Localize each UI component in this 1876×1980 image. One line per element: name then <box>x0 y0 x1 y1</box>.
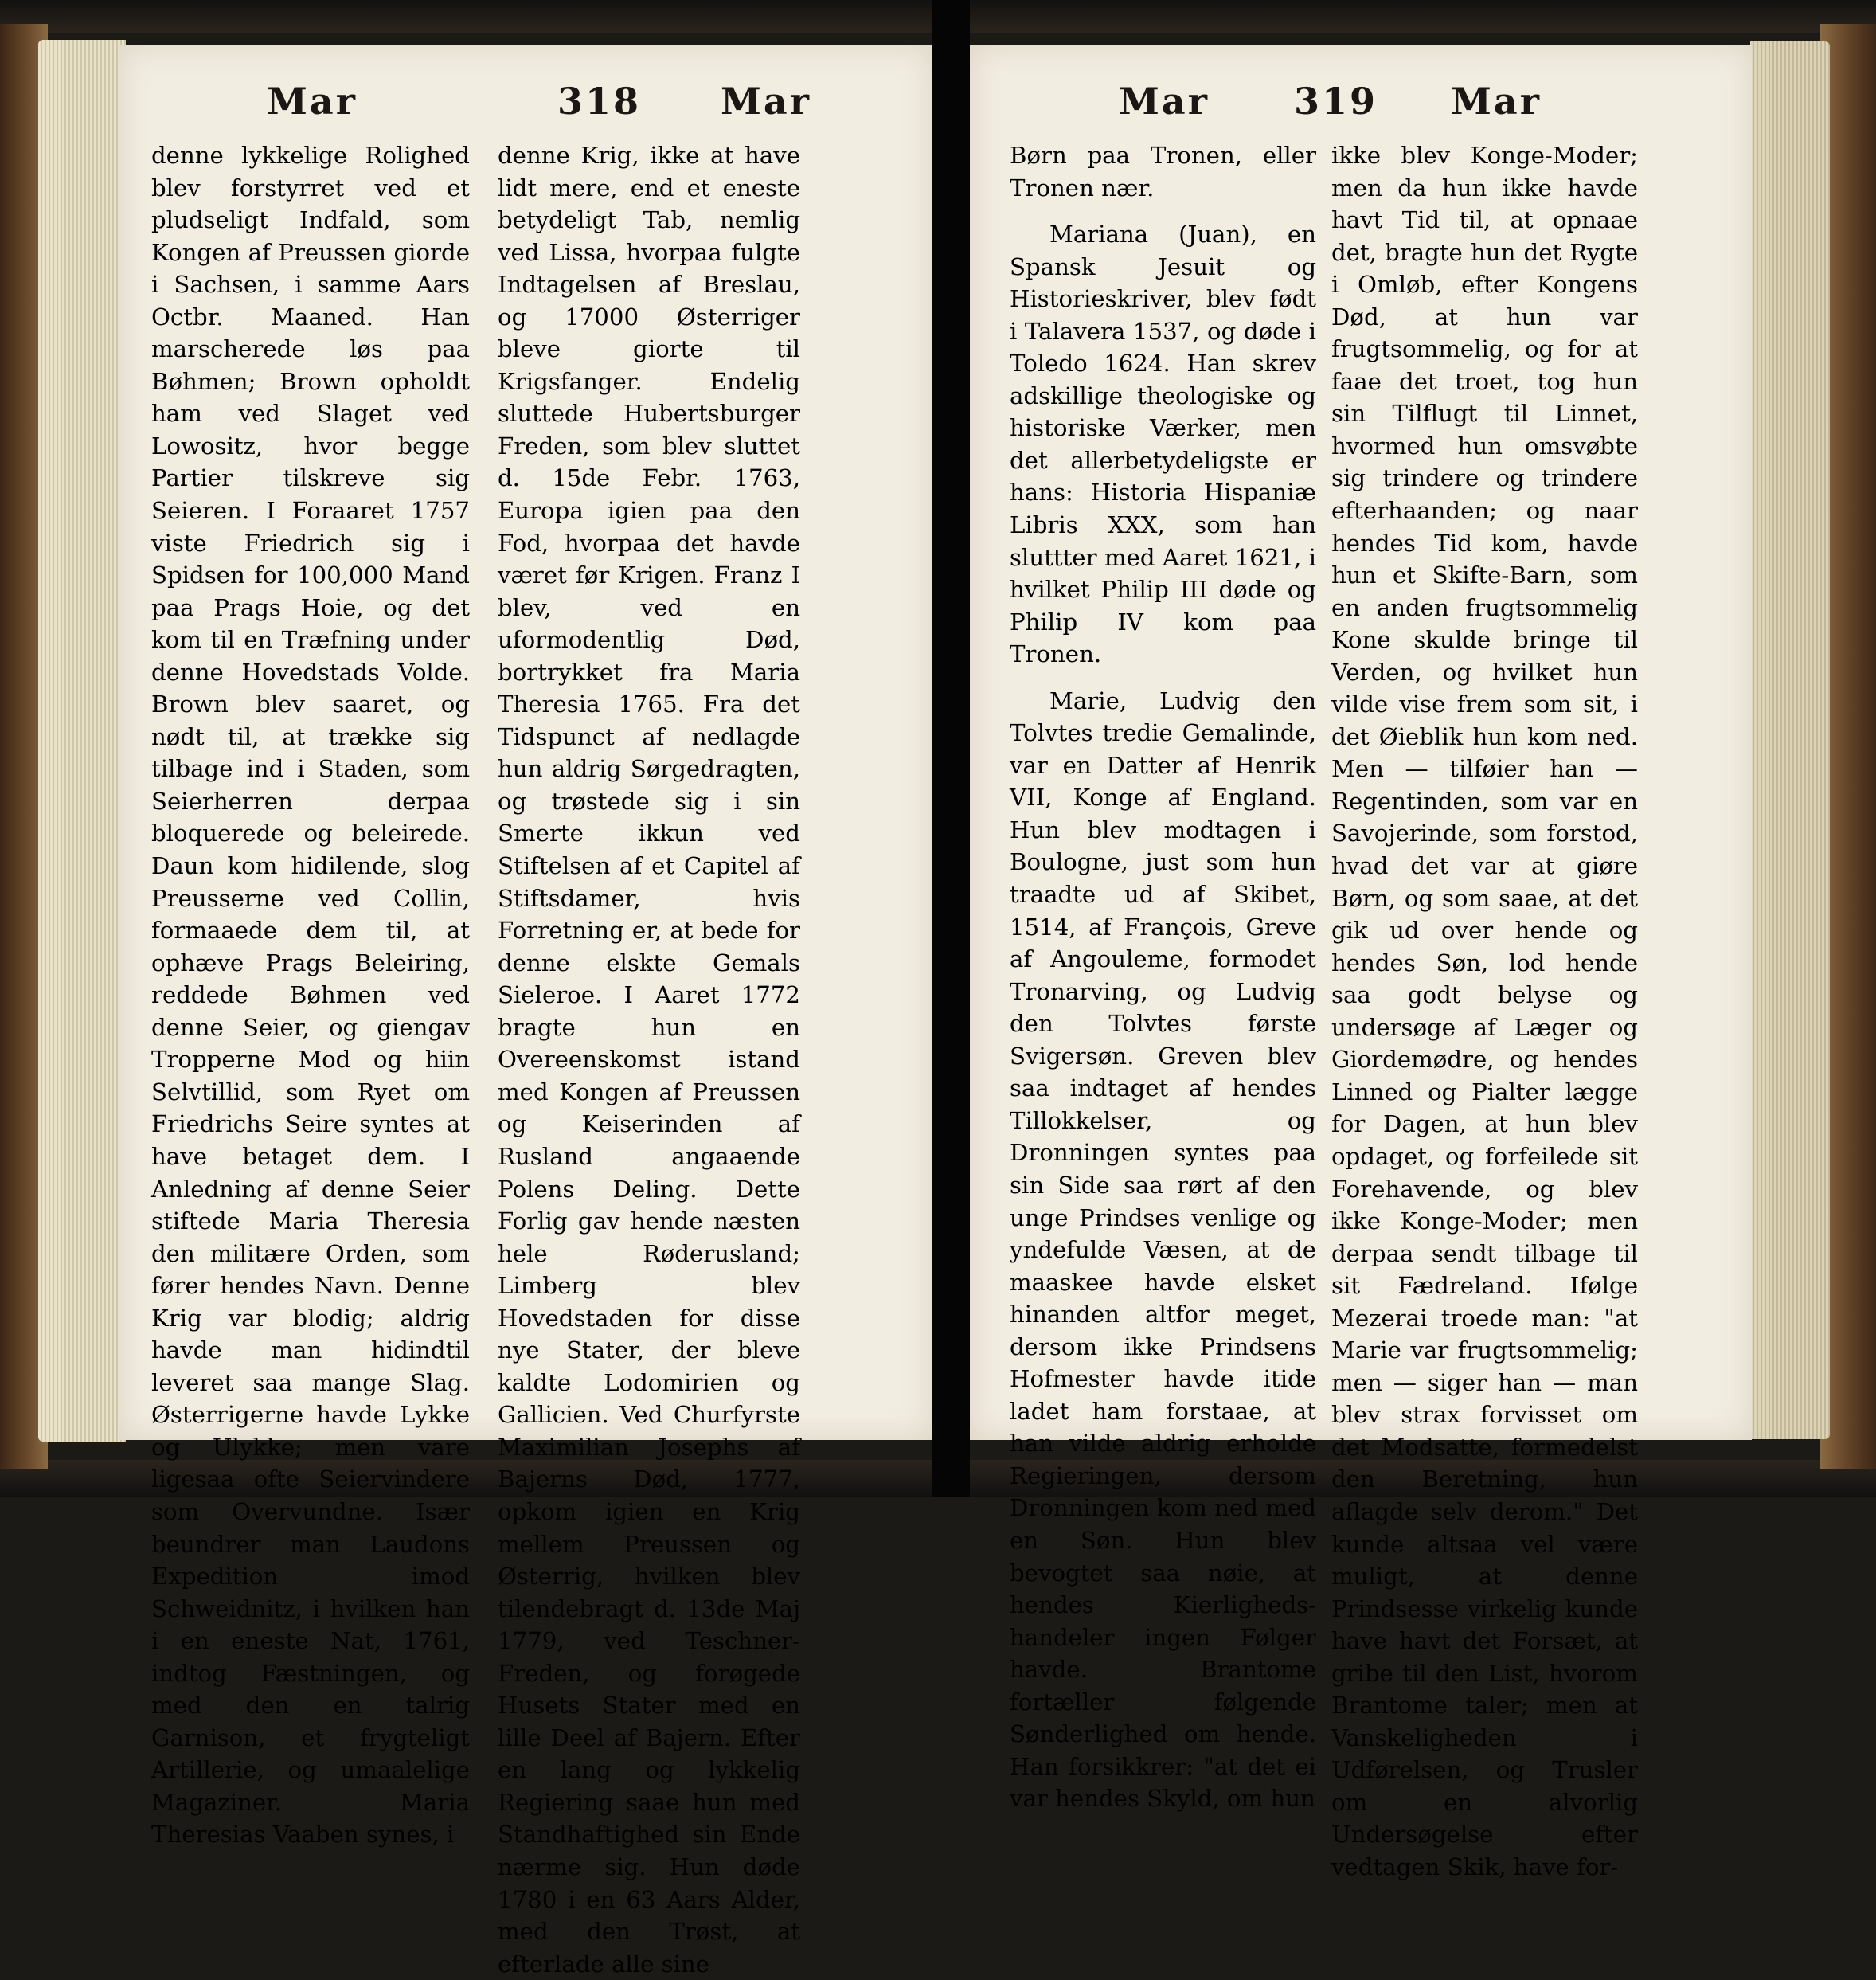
right-page-column-2 <box>1331 139 1638 1884</box>
right-header-left: Mar <box>1119 80 1210 123</box>
left-page-number: 318 <box>557 80 642 123</box>
left-header-right: Mar <box>721 80 811 123</box>
page-edges-right <box>1750 41 1830 1439</box>
entry-marie: Marie, Ludvig den Tolvtes tredie Gemalinde, var en Datter af Henrik VII, Konge af England. Hun blev modtagen i Boulogne, just som hun traadte ud af Skibet, 1514, af François, Greve af Angouleme, formodet Tronarving, og Ludvig den Tolvtes første Svigersøn. Greven blev saa indtaget af hendes Tillokkelser, og Dronningen syntes paa sin Side saa rørt af den unge Prindses venlige og yndefulde Væsen, at de maaskee havde elsket hinanden altfor meget, dersom ikke Prindsens Hofmester havde itide ladet ham forstaae, at han vilde aldrig erholde Regieringen, dersom Dronningen kom ned med en Søn. Hun blev bevogtet saa nøie, at hendes Kierligheds-handeler ingen Følger havde. Brantome fortæller følgende Sønderlighed om hende. Han forsikkrer: "at det ei var hendes Skyld, om hun <box>1010 687 1316 1813</box>
right-page-column-1 <box>1010 139 1316 1815</box>
entry-mariana: Mariana (Juan), en Spansk Jesuit og Historieskriver, blev født i Talavera 1537, og døde i Toledo 1624. Han skrev adskillige theologiske og historiske Værker, men det allerbetydeligste er hans: Historia Hispaniæ Libris XXX, som han sluttter med Aaret 1621, i hvilket Philip III døde og Philip IV kom paa Tronen. <box>1010 221 1316 668</box>
text-block: denne Krig, ikke at have lidt mere, end et eneste betydeligt Tab, nemlig ved Lissa, hvorpaa fulgte Indtagelsen af Breslau, og 17000 Østerriger bleve giorte til Krigsfanger. Endelig sluttede Hubertsburger Freden, som blev sluttet d. 15de Febr. 1763, Europa igien paa den Fod, hvorpaa det havde været før Krigen. Franz I blev, ved en uformodentlig Død, bortrykket fra Maria Theresia 1765. Fra det Tidspunct af nedlagde hun aldrig Sørgedragten, og trøstede sig i sin Smerte ikkun ved Stiftelsen af et Capitel af Stiftsdamer, hvis Forretning er, at bede for denne elskte Gemals Sieleroe. I Aaret 1772 bragte hun en Overeenskomst istand med Kongen af Preussen og Keiserinden af Rusland angaaende Polens Deling. Dette Forlig gav hende næsten hele Røderusland; Limberg blev Hovedstaden for disse nye Stater, der bleve kaldte Lodomirien og Gallicien. Ved Churfyrste Maximilian Josephs af Bajerns Død, 1777, opkom igien en Krig mellem Preussen og Østerrig, hvilken blev tilendebragt d. 13de Maj 1779, ved Teschner-Freden, og forøgede Husets Stater med en lille Deel af Bajern. Efter en lang og lykkelig Regiering saae hun med Standhaftighed sin Ende nærme sig. Hun døde 1780 i en 63 Aars Alder, med den Trøst, at efterlade alle sine <box>498 142 800 1978</box>
book-gutter <box>932 0 970 1497</box>
text-block: denne lykkelige Rolighed blev forstyrret ved et pludseligt Indfald, som Kongen af Preussen giorde i Sachsen, i samme Aars Octbr. Maaned. Han marscherede løs paa Bøhmen; Brown opholdt ham ved Slaget ved Lowositz, hvor begge Partier tilskreve sig Seieren. I Foraaret 1757 viste Friedrich sig i Spidsen for 100,000 Mand paa Prags Hoie, og det kom til en Træfning under denne Hovedstads Volde. Brown blev saaret, og nødt til, at trække sig tilbage ind i Staden, som Seierherren derpaa bloquerede og beleirede. Daun kom hidilende, slog Preusserne ved Collin, formaaede dem til, at ophæve Prags Beleiring, reddede Bøhmen ved denne Seier, og giengav Tropperne Mod og hiin Selvtillid, som Ryet om Friedrichs Seire syntes at have betaget dem. I Anledning af denne Seier stiftede Maria Theresia den militære Orden, som fører hendes Navn. Denne Krig var blodig; aldrig havde man hidindtil leveret saa mange Slag. Østerrigerne havde Lykke og Ulykke; men vare ligesaa ofte Seiervindere som Overvundne. Især beundrer man Laudons Expedition imod Schweidnitz, i hvilken han i en eneste Nat, 1761, indtog Fæstningen, og med den en talrig Garnison, et frygteligt Artillerie, og umaalelige Magaziner. Maria Theresias Vaaben synes, i <box>151 142 470 1849</box>
left-page-column-1 <box>151 139 470 1851</box>
right-page-number: 319 <box>1294 80 1378 123</box>
left-header-left: Mar <box>267 80 358 123</box>
page-edges-left <box>38 40 126 1442</box>
text-block: Børn paa Tronen, eller Tronen nær. <box>1010 142 1316 202</box>
right-header-right: Mar <box>1451 80 1542 123</box>
left-page-column-2 <box>498 139 800 1980</box>
text-block: ikke blev Konge-Moder; men da hun ikke havde havt Tid til, at opnaae det, bragte hun det Rygte i Omløb, efter Kongens Død, at hun var frugtsommelig, og for at faae det troet, tog hun sin Tilflugt til Linnet, hvormed hun omsvøbte sig trindere og trindere efterhaanden; og naar hendes Tid kom, havde hun et Skifte-Barn, som en anden frugtsommelig Kone skulde bringe til Verden, og hvilket hun vilde vise frem som sit, i det Øieblik hun kom ned. Men — tilføier han — Regentinden, som var en Savojerinde, som forstod, hvad det var at giøre Børn, og som saae, at det gik ud over hende og hendes Søn, lod hende saa godt belyse og undersøge af Læger og Giordemødre, og hendes Linned og Pialter lægge for Dagen, at hun blev opdaget, og forfeilede sit Forehavende, og blev ikke Konge-Moder; men derpaa sendt tilbage til sit Fædreland. Ifølge Mezerai troede man: "at Marie var frugtsommelig; men — siger han — man blev strax forvisset om det Modsatte, formedelst den Beretning, hun aflagde selv derom." Det kunde altsaa vel være muligt, at denne Prindsesse virkelig kunde have havt det Forsæt, at gribe til den List, hvorom Brantome taler; men at Vanskeligheden i Udførelsen, og Trusler om en alvorlig Undersøgelse efter vedtagen Skik, have for- <box>1331 142 1638 1880</box>
